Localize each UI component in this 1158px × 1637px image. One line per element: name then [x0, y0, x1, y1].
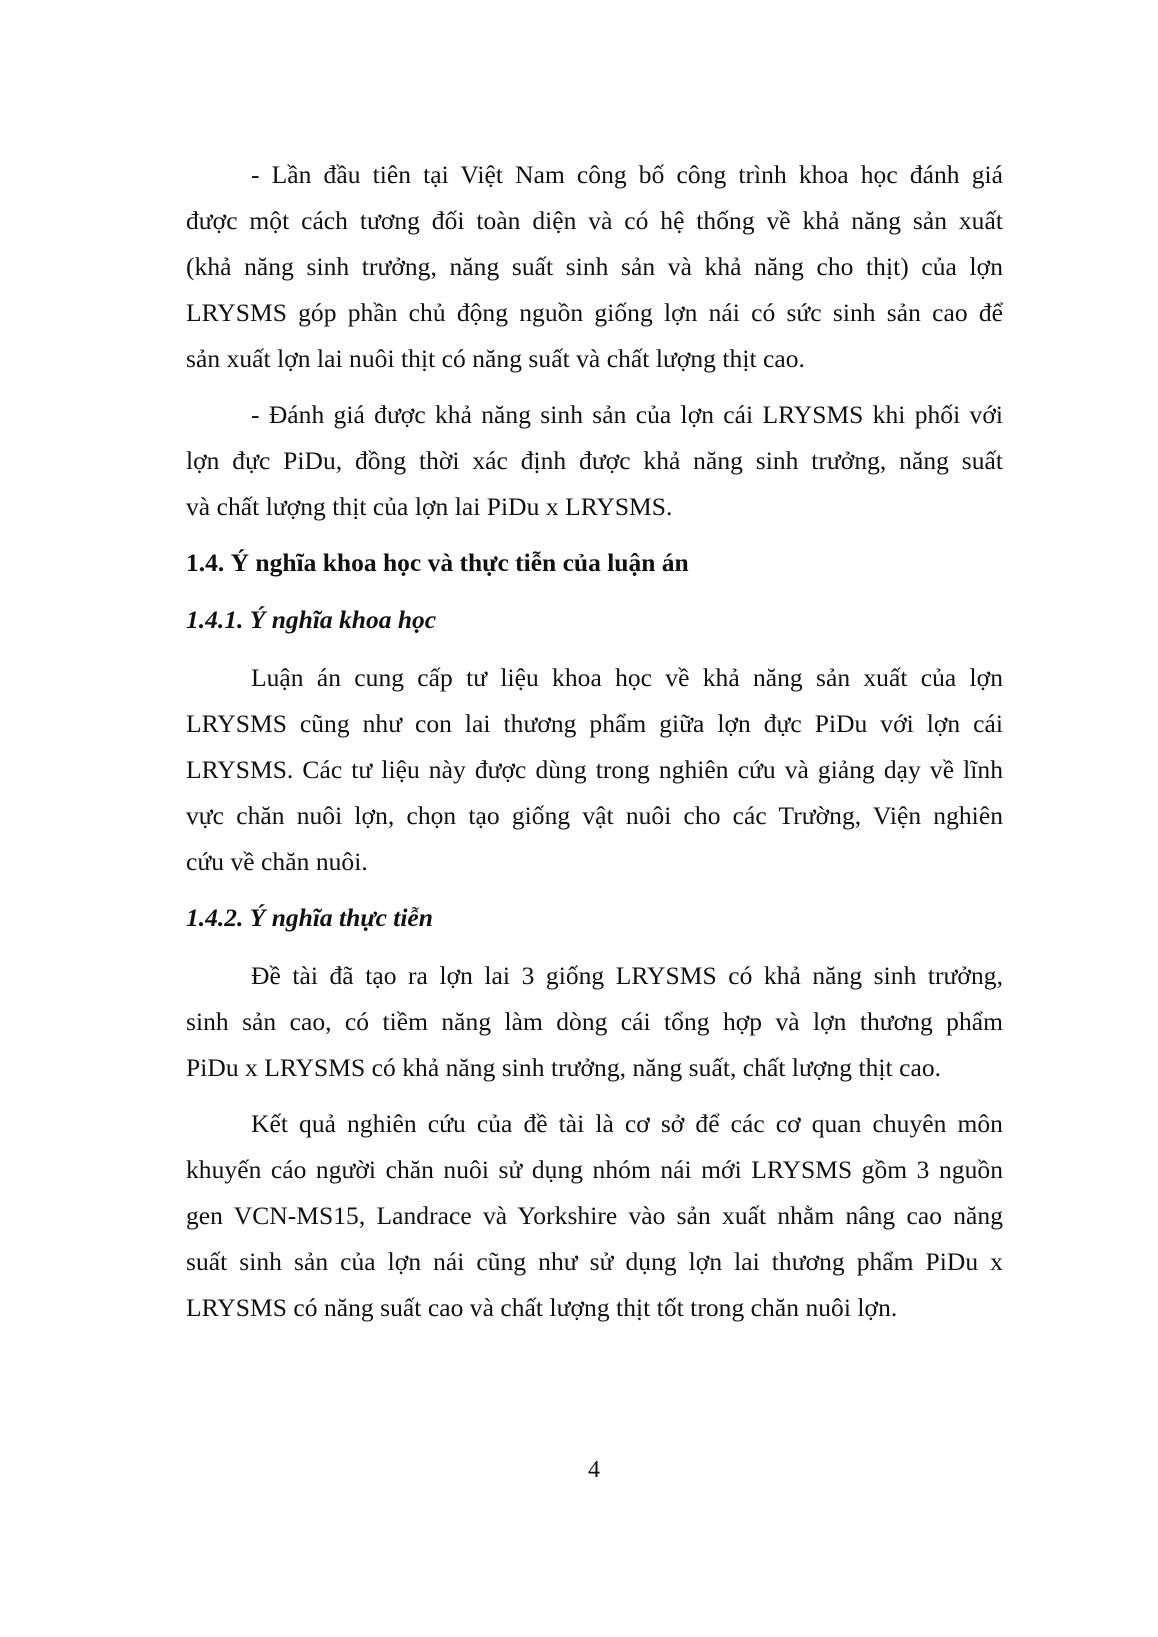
text-line: lợn đực PiDu, đồng thời xác định được khả năng sinh trưởng, năng suất	[186, 446, 1003, 475]
text-line: - Lần đầu tiên tại Việt Nam công bố công trình khoa học đánh giá	[251, 160, 1003, 189]
section-heading-1-4: 1.4. Ý nghĩa khoa học và thực tiễn của luận án	[186, 548, 689, 577]
text-line: vực chăn nuôi lợn, chọn tạo giống vật nuôi cho các Trường, Viện nghiên	[186, 801, 1003, 830]
text-line: LRYSMS. Các tư liệu này được dùng trong nghiên cứu và giảng dạy về lĩnh	[186, 755, 1003, 784]
text-line: suất sinh sản của lợn nái cũng như sử dụng lợn lai thương phẩm PiDu x	[186, 1247, 1003, 1276]
text-line: sản xuất lợn lai nuôi thịt có năng suất và chất lượng thịt cao.	[186, 344, 805, 373]
text-line: Luận án cung cấp tư liệu khoa học về khả năng sản xuất của lợn	[251, 663, 1003, 692]
page-number: 4	[588, 1457, 600, 1483]
text-line: - Đánh giá được khả năng sinh sản của lợn cái LRYSMS khi phối với	[251, 400, 1003, 429]
text-line: và chất lượng thịt của lợn lai PiDu x LRYSMS.	[186, 492, 673, 521]
text-line: LRYSMS góp phần chủ động nguồn giống lợn nái có sức sinh sản cao để	[186, 298, 1003, 327]
text-line: được một cách tương đối toàn diện và có hệ thống về khả năng sản xuất	[186, 206, 1003, 235]
text-line: PiDu x LRYSMS có khả năng sinh trưởng, năng suất, chất lượng thịt cao.	[186, 1053, 942, 1082]
text-line: Đề tài đã tạo ra lợn lai 3 giống LRYSMS có khả năng sinh trưởng,	[251, 961, 1003, 990]
text-line: Kết quả nghiên cứu của đề tài là cơ sở để các cơ quan chuyên môn	[251, 1109, 1003, 1138]
text-line: (khả năng sinh trưởng, năng suất sinh sản và khả năng cho thịt) của lợn	[186, 252, 1003, 281]
text-line: cứu về chăn nuôi.	[186, 847, 368, 876]
text-line: sinh sản cao, có tiềm năng làm dòng cái tổng hợp và lợn thương phẩm	[186, 1007, 1003, 1036]
subsection-heading-1-4-2: 1.4.2. Ý nghĩa thực tiễn	[186, 903, 433, 932]
subsection-heading-1-4-1: 1.4.1. Ý nghĩa khoa học	[186, 605, 437, 634]
text-line: khuyến cáo người chăn nuôi sử dụng nhóm nái mới LRYSMS gồm 3 nguồn	[186, 1155, 1003, 1184]
text-line: LRYSMS cũng như con lai thương phẩm giữa lợn đực PiDu với lợn cái	[186, 709, 1003, 738]
text-line: LRYSMS có năng suất cao và chất lượng thịt tốt trong chăn nuôi lợn.	[186, 1293, 898, 1322]
text-line: gen VCN-MS15, Landrace và Yorkshire vào sản xuất nhằm nâng cao năng	[186, 1201, 1003, 1230]
